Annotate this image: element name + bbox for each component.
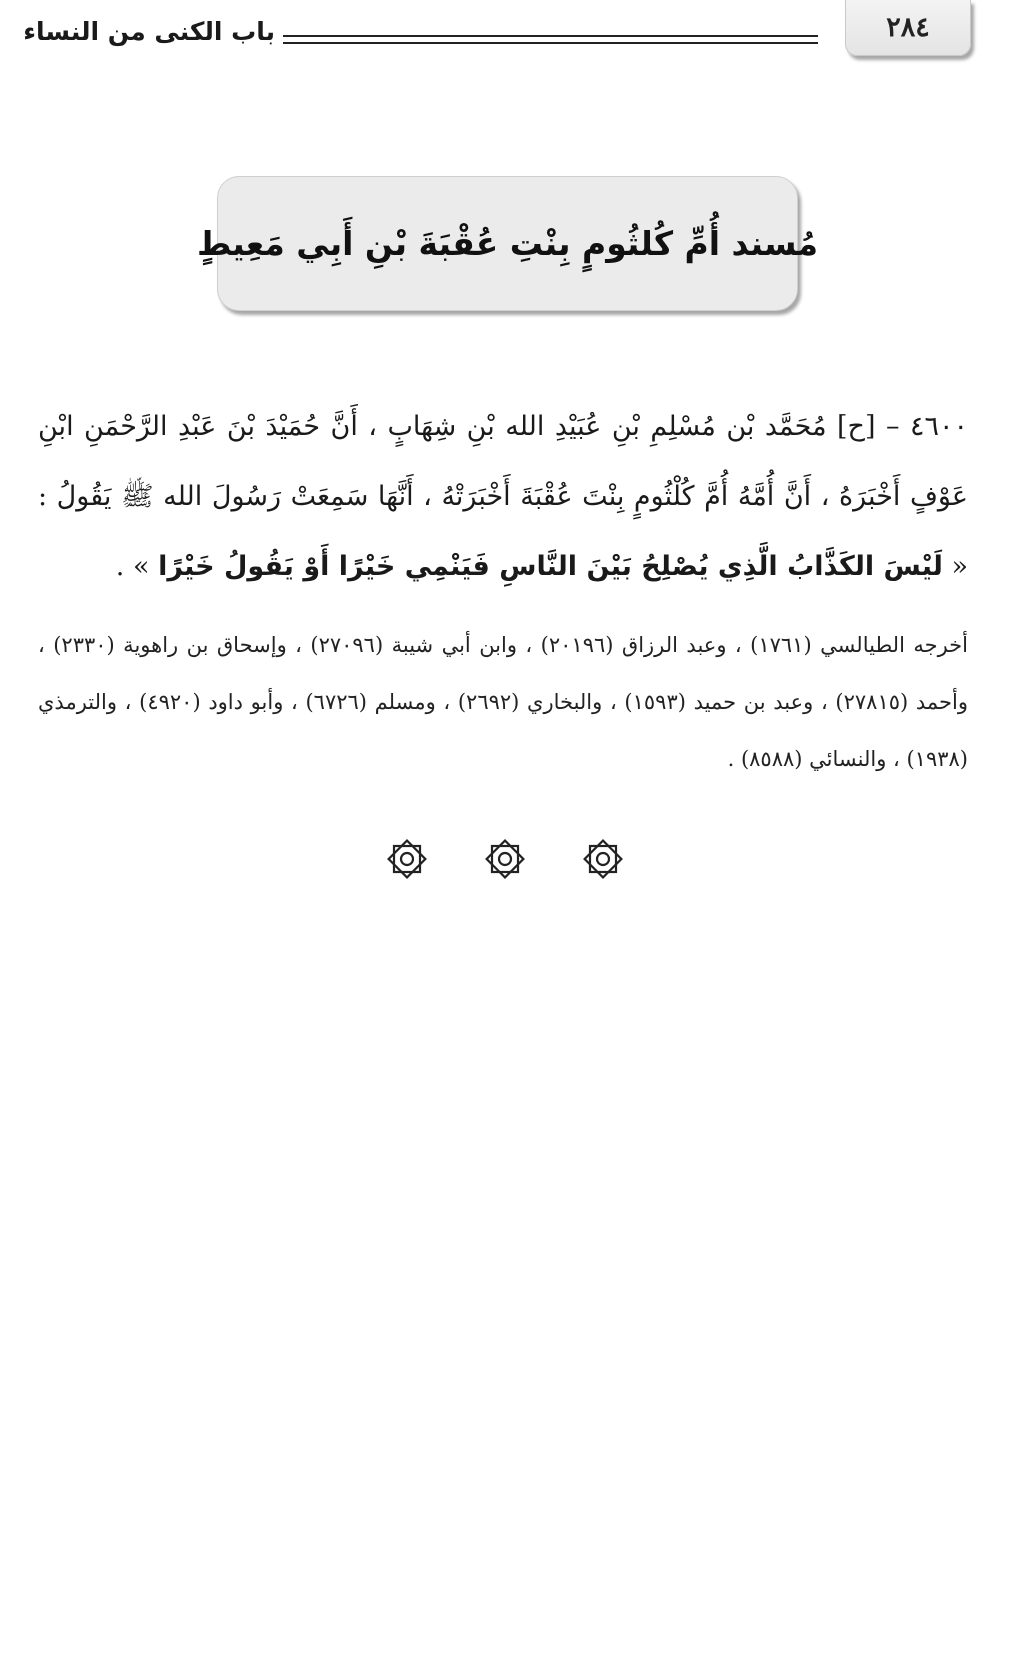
- eight-point-star-ornament-icon: [385, 837, 429, 881]
- section-end-ornaments: [385, 835, 625, 883]
- header-rule-bottom: [283, 42, 818, 44]
- hadith-open-quote: «: [951, 551, 968, 582]
- hadith-close-quote: » .: [115, 551, 150, 582]
- section-title-box: [196, 176, 819, 311]
- eight-point-star-ornament-icon: [581, 837, 625, 881]
- hadith-matn: لَيْسَ الكَذَّابُ الَّذِي يُصْلِحُ بَيْنَ النَّاسِ فَيَنْمِي خَيْرًا أَوْ يَقُولُ خَيْرًا: [158, 551, 943, 582]
- section-title: مُسند أُمِّ كُلثُومٍ بِنْتِ عُقْبَةَ بْنِ أَبِي مَعِيطٍ: [196, 224, 819, 263]
- hadith-number: ٤٦٠٠ –: [886, 411, 968, 442]
- header-rule-top: [283, 35, 818, 37]
- chapter-title: باب الكنى من النساء: [23, 17, 275, 46]
- hadith-isnad: [ح] مُحَمَّد بْن مُسْلِمِ بْنِ عُبَيْدِ الله بْنِ شِهَابٍ ، أَنَّ حُمَيْدَ بْنَ عَبْدِ الرَّحْمَنِ ابْنِ عَوْفٍ أَخْبَرَهُ ، أَنَّ أُمَّهُ أُمَّ كُلْثُومٍ بِنْتَ عُقْبَةَ أَخْبَرَتْهُ ، أَنَّهَا سَمِعَتْ رَسُولَ الله ﷺ يَقُولُ :: [38, 411, 968, 512]
- page-number-text: ٢٨٤: [886, 12, 930, 43]
- page-number: [845, 0, 971, 56]
- eight-point-star-ornament-icon: [483, 837, 527, 881]
- takhrij-footnote: أخرجه الطيالسي (١٧٦١) ، وعبد الرزاق (٢٠١٩٦) ، وابن أبي شيبة (٢٧٠٩٦) ، وإسحاق بن راهوية (٢٣٣٠) ، وأحمد (٢٧٨١٥) ، وعبد بن حميد (١٥٩٣) ، والبخاري (٢٦٩٢) ، ومسلم (٦٧٢٦) ، وأبو داود (٤٩٢٠) ، والترمذي (١٩٣٨) ، والنسائي (٨٥٨٨) .: [38, 633, 969, 771]
- hadith-body: [38, 392, 968, 602]
